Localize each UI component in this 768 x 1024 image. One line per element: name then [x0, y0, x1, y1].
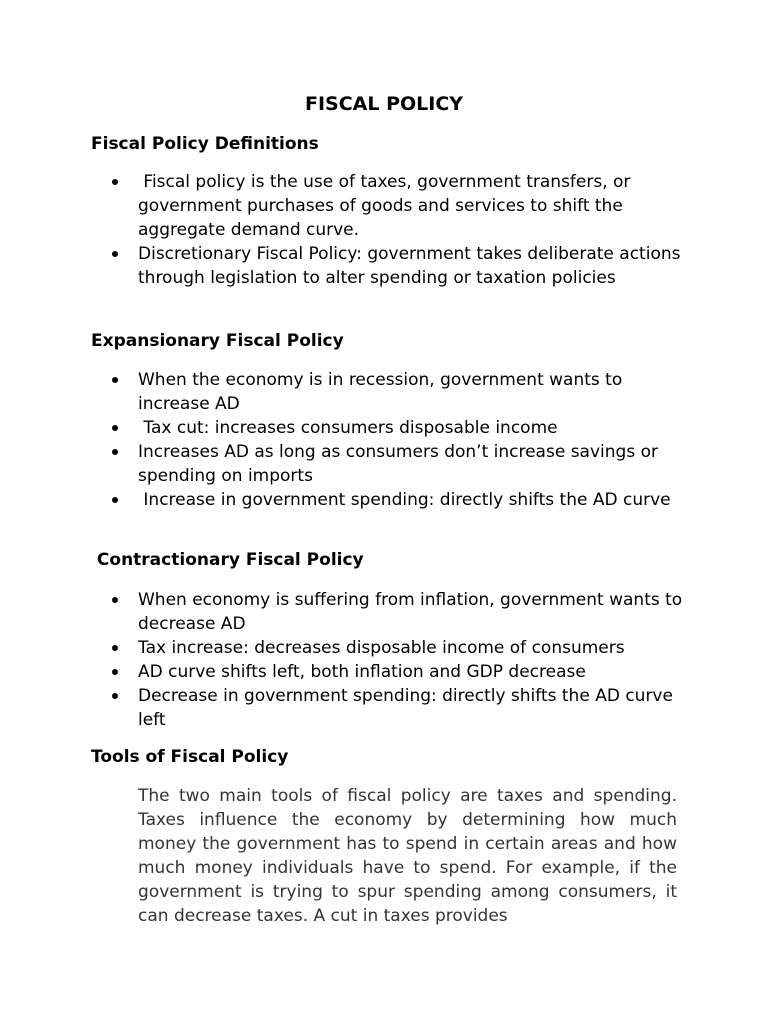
bullet-icon	[112, 669, 118, 675]
section-heading-expansionary: Expansionary Fiscal Policy	[91, 331, 344, 351]
bullet-icon	[112, 645, 118, 651]
list-item	[112, 440, 692, 488]
bullet-icon	[112, 497, 118, 503]
list-item-text: When the economy is in recession, government wants to increase AD	[138, 370, 623, 414]
list-item	[112, 416, 692, 440]
list-item-text: Decrease in government spending: directly shifts the AD curve left	[138, 686, 673, 730]
contractionary-list	[112, 588, 692, 732]
bullet-icon	[112, 597, 118, 603]
bullet-icon	[112, 425, 118, 431]
list-item	[112, 636, 692, 660]
list-item	[112, 588, 692, 636]
section-heading-definitions: Fiscal Policy Definitions	[91, 134, 319, 154]
definitions-list	[112, 170, 692, 290]
list-item	[112, 684, 692, 732]
list-item-text: Discretionary Fiscal Policy: government takes deliberate actions through legislation to alter spending or taxation policies	[138, 244, 681, 288]
list-item-text: AD curve shifts left, both inflation and GDP decrease	[138, 662, 586, 682]
bullet-icon	[112, 377, 118, 383]
list-item-text: Tax increase: decreases disposable income of consumers	[138, 638, 625, 658]
expansionary-list	[112, 368, 692, 512]
list-item	[112, 170, 692, 242]
bullet-icon	[112, 449, 118, 455]
list-item	[112, 660, 692, 684]
list-item-text: Fiscal policy is the use of taxes, government transfers, or government purchases of goods and services to shift the aggregate demand curve.	[138, 172, 636, 240]
list-item	[112, 488, 692, 512]
tools-paragraph: The two main tools of fiscal policy are taxes and spending. Taxes influence the economy by determining how much money the government has to spend in certain areas and how much money individuals have to spend. For example, if the government is trying to spur spending among consumers, it can decrease taxes. A cut in taxes provides	[138, 786, 677, 926]
list-item-text: Increases AD as long as consumers don’t increase savings or spending on imports	[138, 442, 658, 486]
section-heading-tools: Tools of Fiscal Policy	[91, 747, 289, 767]
page-title: FISCAL POLICY	[304, 93, 464, 115]
bullet-icon	[112, 251, 118, 257]
list-item	[112, 242, 692, 290]
bullet-icon	[112, 179, 118, 185]
section-heading-contractionary: Contractionary Fiscal Policy	[91, 550, 364, 570]
bullet-icon	[112, 693, 118, 699]
list-item-text: Increase in government spending: directly shifts the AD curve	[138, 490, 671, 510]
list-item-text: Tax cut: increases consumers disposable income	[138, 418, 558, 438]
list-item	[112, 368, 692, 416]
list-item-text: When economy is suffering from inflation, government wants to decrease AD	[138, 590, 683, 634]
